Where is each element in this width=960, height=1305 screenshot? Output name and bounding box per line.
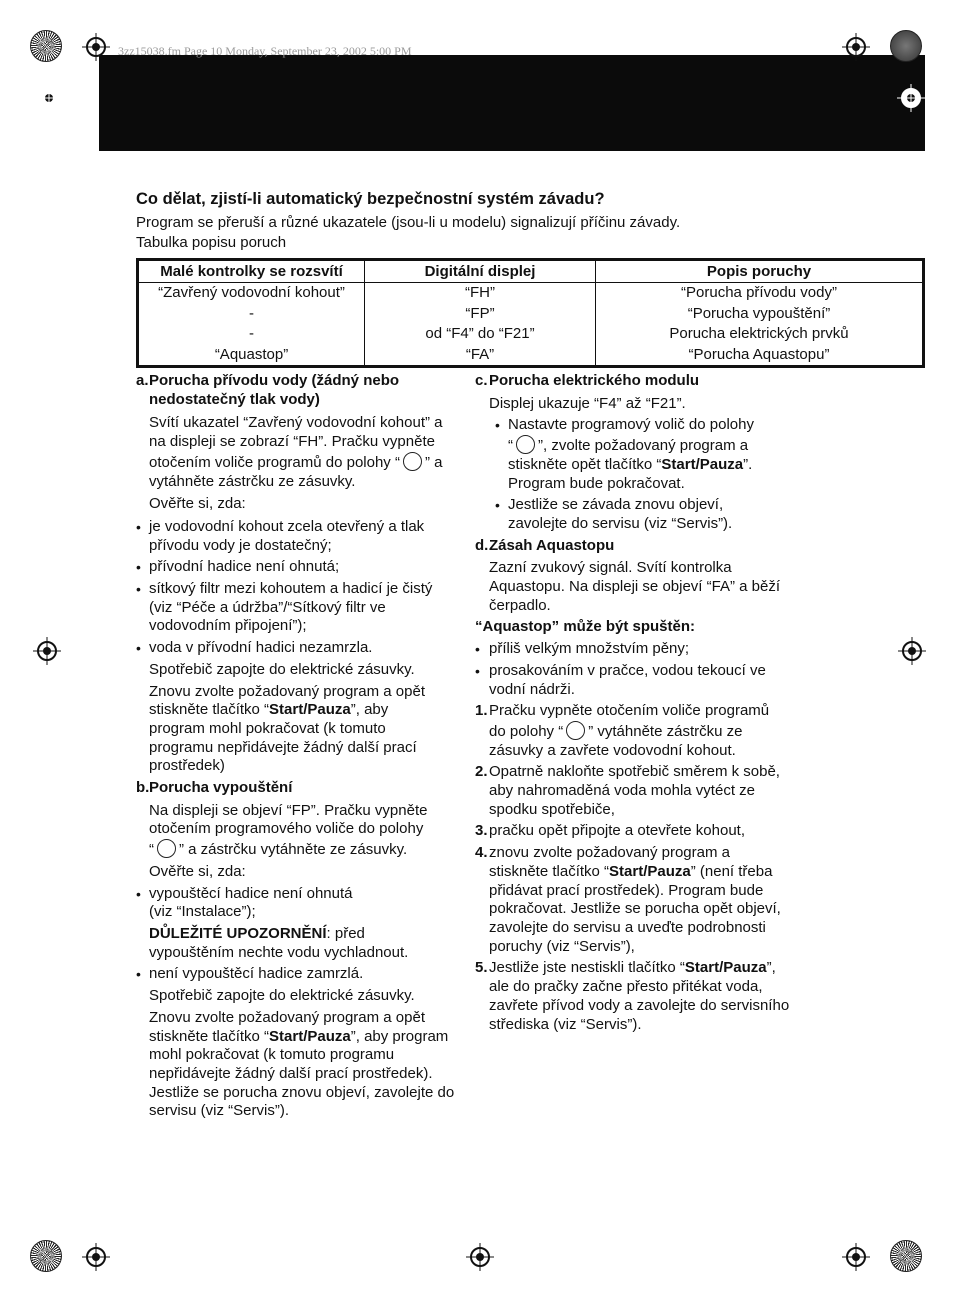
bullet-item bbox=[136, 517, 466, 555]
text: vodní nádrži. bbox=[489, 680, 575, 698]
text: střediska (viz “Servis”). bbox=[489, 1015, 642, 1033]
table-cell: Porucha elektrických prvků bbox=[669, 325, 849, 343]
section-c-body bbox=[475, 395, 925, 534]
start-pause-label: Start/Pauza bbox=[684, 959, 767, 977]
table-cell: “FP” bbox=[365, 303, 596, 324]
text: Opatrně nakloňte spotřebič směrem k sobě, bbox=[489, 763, 780, 781]
bullet-item bbox=[489, 496, 925, 533]
heading-line: Zásah Aquastopu bbox=[489, 536, 615, 554]
heading-line: Porucha elektrického modulu bbox=[489, 372, 700, 389]
off-position-icon bbox=[403, 452, 422, 471]
text bbox=[508, 435, 925, 456]
step-item bbox=[475, 822, 925, 841]
table-row bbox=[138, 282, 924, 303]
text: Jestliže se závada znovu objeví, bbox=[508, 496, 724, 514]
start-pause-label: Start/Pauza bbox=[661, 455, 744, 473]
text: stiskněte opět tlačítko “ bbox=[508, 455, 662, 473]
bullet-item bbox=[136, 580, 466, 636]
text: zavřete přívod vody a zavolejte do servisního bbox=[489, 996, 790, 1014]
bullet-icon: • bbox=[136, 518, 141, 535]
text: pračku opět připojte a otevřete kohout, bbox=[489, 822, 745, 840]
section-label: d. bbox=[475, 536, 489, 554]
table-header: Digitální displej bbox=[365, 260, 596, 283]
table-cell: od “F4” do “F21” bbox=[365, 324, 596, 345]
section-b-heading bbox=[136, 779, 466, 798]
bullet-icon: • bbox=[136, 640, 141, 657]
table-cell: “Zavřený vodovodní kohout” bbox=[138, 282, 365, 303]
table-cell: “Porucha Aquastopu” bbox=[688, 345, 830, 363]
text: ”. bbox=[743, 455, 753, 473]
text: (viz “Péče a údržba”/“Sítkový filtr ve bbox=[149, 598, 386, 616]
table-caption: Tabulka popisu poruch bbox=[136, 234, 287, 251]
text: aby nahromaděná voda mohla vytéct ze bbox=[489, 782, 755, 800]
registration-mark-icon bbox=[897, 84, 925, 112]
registration-mark-icon bbox=[842, 1243, 870, 1271]
section-c-heading bbox=[475, 372, 925, 391]
text-line bbox=[149, 701, 466, 720]
gray-target-icon bbox=[890, 30, 922, 62]
text-line: Znovu zvolte požadovaný program a opět bbox=[149, 1008, 425, 1026]
text-line: Znovu zvolte požadovaný program a opět bbox=[149, 682, 425, 700]
left-column bbox=[136, 372, 466, 1121]
text: : před bbox=[326, 924, 365, 942]
registration-mark-icon bbox=[466, 1243, 494, 1271]
table-cell: “Aquastop” bbox=[138, 344, 365, 366]
text bbox=[489, 863, 925, 882]
section-d-body bbox=[475, 559, 925, 615]
table-cell: “Porucha přívodu vody” bbox=[681, 284, 837, 302]
text-line bbox=[149, 1028, 466, 1047]
color-wheel-icon bbox=[890, 1240, 922, 1272]
bullet-item bbox=[136, 965, 466, 984]
text: zásuvky a zavřete vodovodní kohout. bbox=[489, 741, 736, 759]
registration-mark-icon bbox=[35, 84, 63, 112]
bullet-icon: • bbox=[136, 559, 141, 576]
text: Nastavte programový volič do polohy bbox=[508, 416, 754, 434]
text-line: Aquastopu. Na displeji se objeví “FA” a běží bbox=[489, 578, 780, 596]
text: (viz “Instalace”); bbox=[149, 903, 256, 921]
text: znovu zvolte požadovaný program a bbox=[489, 844, 730, 862]
table-cell: “FH” bbox=[365, 282, 596, 303]
text: sítkový filtr mezi kohoutem a hadicí je čistý bbox=[149, 580, 433, 598]
text: vypouštěcí hadice není ohnutá bbox=[149, 884, 353, 902]
section-label: c. bbox=[475, 372, 488, 389]
aquastop-bullets bbox=[475, 640, 925, 699]
bullet-item bbox=[475, 640, 925, 659]
text: voda v přívodní hadici nezamrzla. bbox=[149, 639, 373, 657]
registration-mark-icon bbox=[82, 33, 110, 61]
intro-line: Program se přeruší a různé ukazatele (jsou-li u modelu) signalizují příčinu závady. bbox=[136, 214, 681, 231]
section-label: b. bbox=[136, 779, 150, 797]
text: ”, bbox=[766, 959, 776, 977]
off-position-icon bbox=[566, 721, 585, 740]
text: zavolejte do servisu (viz “Servis”). bbox=[508, 514, 733, 532]
bullet-item bbox=[136, 884, 466, 922]
text-line: Jestliže se porucha znovu objeví, zavolejte do bbox=[149, 1083, 455, 1101]
step-item bbox=[475, 763, 925, 819]
bullet-icon: • bbox=[475, 641, 480, 658]
text: Jestliže jste nestiskli tlačítko “ bbox=[489, 959, 685, 977]
important-note bbox=[149, 925, 466, 944]
intro bbox=[136, 213, 680, 253]
section-a-body bbox=[136, 414, 466, 776]
section-label: a. bbox=[136, 372, 149, 389]
bullet-icon: • bbox=[495, 417, 500, 434]
text: ”, aby bbox=[350, 701, 389, 719]
text: ”, zvolte požadovaný program a bbox=[538, 437, 749, 455]
text-line: servisu (viz “Servis”). bbox=[149, 1102, 290, 1120]
table-header-row bbox=[138, 260, 924, 283]
text-line: program mohl pokračovat (k tomuto bbox=[149, 719, 386, 737]
bullet-icon: • bbox=[136, 966, 141, 983]
bullet-item bbox=[489, 416, 925, 493]
section-d-heading bbox=[475, 537, 925, 556]
heading-line: nedostatečný tlak vody) bbox=[149, 390, 320, 408]
step-number: 5. bbox=[475, 959, 488, 977]
check-line: Ověřte si, zda: bbox=[149, 862, 246, 880]
step-item bbox=[475, 844, 925, 956]
text-line: vytáhněte zástrčku ze zásuvky. bbox=[149, 472, 356, 490]
start-pause-label: Start/Pauza bbox=[269, 1027, 351, 1045]
text: není vypouštěcí hadice zamrzlá. bbox=[149, 965, 364, 983]
text: zavolejte do servisu a uveďte podrobnosti bbox=[489, 918, 766, 936]
start-pause-label: Start/Pauza bbox=[609, 862, 691, 880]
table-header: Malé kontrolky se rozsvítí bbox=[138, 260, 365, 283]
text: stiskněte tlačítko “ bbox=[149, 1027, 270, 1045]
text: ale do pračky začne přesto přitékat voda, bbox=[489, 978, 763, 996]
text: přidávat prací prostředek). Program bude bbox=[489, 881, 764, 899]
text: stiskněte tlačítko “ bbox=[149, 701, 270, 719]
bullet-item bbox=[136, 639, 466, 658]
text: ” a zástrčku vytáhněte ze zásuvky. bbox=[179, 841, 408, 859]
fault-table bbox=[136, 258, 925, 368]
table-cell: - bbox=[138, 324, 365, 345]
bullet-icon: • bbox=[136, 885, 141, 902]
steps-list bbox=[475, 702, 925, 1034]
header-band bbox=[99, 55, 925, 151]
text bbox=[489, 721, 925, 742]
color-wheel-icon bbox=[30, 1240, 62, 1272]
text: “ bbox=[149, 841, 154, 859]
text: ”, aby program bbox=[350, 1027, 449, 1045]
text-line: Zazní zvukový signál. Svítí kontrolka bbox=[489, 559, 732, 577]
text-line: prostředek) bbox=[149, 757, 225, 775]
text-line: čerpadlo. bbox=[489, 596, 551, 614]
text: otočením voliče programů do polohy “ bbox=[149, 453, 400, 471]
text-line: Displej ukazuje “F4” až “F21”. bbox=[489, 394, 686, 412]
table-header: Popis poruchy bbox=[596, 260, 924, 283]
registration-mark-icon bbox=[842, 33, 870, 61]
step-number: 4. bbox=[475, 844, 488, 862]
text: poruchy (viz “Servis”), bbox=[489, 937, 635, 955]
text-line: Na displeji se objeví “FP”. Pračku vypněte bbox=[149, 801, 428, 819]
heading-line: Porucha přívodu vody (žádný nebo bbox=[149, 372, 400, 389]
bullet-item bbox=[136, 558, 466, 577]
text: prosakováním v pračce, vodou tekoucí ve bbox=[489, 661, 766, 679]
text: “ bbox=[508, 437, 513, 455]
bullet-icon: • bbox=[136, 581, 141, 598]
section-a-heading bbox=[136, 372, 466, 409]
text-line: Spotřebič zapojte do elektrické zásuvky. bbox=[149, 660, 415, 678]
table-cell: “FA” bbox=[365, 344, 596, 366]
text: ” a bbox=[424, 453, 443, 471]
bullet-icon: • bbox=[475, 662, 480, 679]
text-line: Spotřebič zapojte do elektrické zásuvky. bbox=[149, 987, 415, 1005]
text-line: nepřidávejte žádný další prací prostředek). bbox=[149, 1064, 433, 1082]
text: do polohy “ bbox=[489, 722, 564, 740]
aquastop-subheading: “Aquastop” může být spuštěn: bbox=[475, 618, 696, 636]
text: je vodovodní kohout zcela otevřený a tlak bbox=[149, 517, 425, 535]
text: Pračku vypněte otočením voliče programů bbox=[489, 702, 770, 720]
text: příliš velkým množstvím pěny; bbox=[489, 640, 690, 658]
heading-line: Porucha vypouštění bbox=[149, 779, 293, 797]
color-wheel-icon bbox=[30, 30, 62, 62]
off-position-icon bbox=[516, 435, 535, 454]
right-column bbox=[475, 372, 925, 1034]
important-label: DŮLEŽITÉ UPOZORNĚNÍ bbox=[149, 924, 327, 942]
off-position-icon bbox=[157, 839, 176, 858]
text-line: vypouštěním nechte vodu vychladnout. bbox=[149, 943, 409, 961]
step-item bbox=[475, 959, 925, 1034]
text-line: programu nepřidávejte žádný další prací bbox=[149, 738, 417, 756]
text-line bbox=[149, 839, 466, 860]
text: pokračovat. Jestliže se porucha opět objeví, bbox=[489, 900, 781, 918]
page-title: Co dělat, zjistí-li automatický bezpečnostní systém závadu? bbox=[136, 190, 605, 208]
text: stiskněte tlačítko “ bbox=[489, 862, 610, 880]
bullet-icon: • bbox=[495, 497, 500, 514]
table-cell: “Porucha vypouštění” bbox=[687, 304, 831, 322]
text: vodovodním připojení”); bbox=[149, 617, 307, 635]
text bbox=[508, 456, 925, 475]
table-row bbox=[138, 344, 924, 366]
step-number: 1. bbox=[475, 702, 488, 720]
text: spodku spotřebiče, bbox=[489, 800, 615, 818]
text: ” (není třeba bbox=[690, 862, 773, 880]
step-number: 2. bbox=[475, 763, 488, 781]
text: přívodu vody je dostatečný; bbox=[149, 536, 332, 554]
step-number: 3. bbox=[475, 822, 488, 840]
text: ” vytáhněte zástrčku ze bbox=[588, 722, 743, 740]
text-line bbox=[149, 452, 466, 473]
text: přívodní hadice není ohnutá; bbox=[149, 558, 340, 576]
print-header: 3zz15038.fm Page 10 Monday, September 23, 2002 5:00 PM bbox=[118, 44, 412, 58]
text-line: otočením programového voliče do polohy bbox=[149, 820, 424, 838]
table-row bbox=[138, 324, 924, 345]
registration-mark-icon bbox=[82, 1243, 110, 1271]
text bbox=[489, 959, 925, 978]
text: Program bude pokračovat. bbox=[508, 474, 685, 492]
section-b-body bbox=[136, 802, 466, 1121]
registration-mark-icon bbox=[33, 637, 61, 665]
step-item bbox=[475, 702, 925, 760]
bullet-item bbox=[475, 661, 925, 699]
text-line: Svítí ukazatel “Zavřený vodovodní kohout” a bbox=[149, 414, 443, 432]
start-pause-label: Start/Pauza bbox=[269, 701, 351, 719]
table-cell: - bbox=[138, 303, 365, 324]
check-line: Ověřte si, zda: bbox=[149, 495, 246, 513]
table-row bbox=[138, 303, 924, 324]
text-line: na displeji se zobrazí “FH”. Pračku vypněte bbox=[149, 433, 435, 451]
text-line: mohl pokračovat (k tomuto programu bbox=[149, 1046, 395, 1064]
